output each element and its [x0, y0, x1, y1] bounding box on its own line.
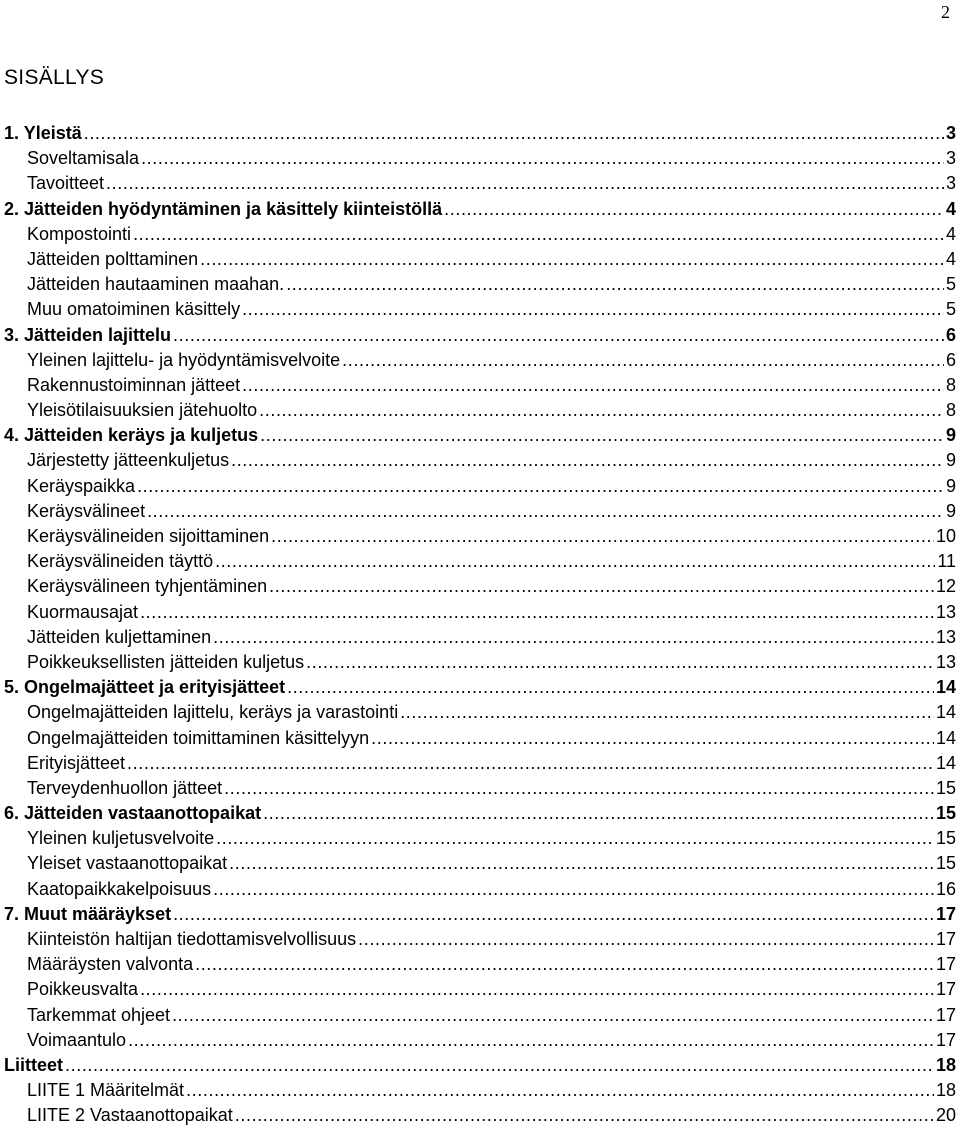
toc-entry-title: 2. Jätteiden hyödyntäminen ja käsittely kiinteistöllä — [4, 198, 443, 219]
toc-entry-page-number: 13 — [935, 601, 956, 622]
toc-entry-page-number: 3 — [945, 148, 956, 169]
toc-entry-title: Jätteiden kuljettaminen — [27, 626, 212, 647]
dot-leader — [235, 1103, 934, 1128]
dot-leader — [147, 499, 944, 524]
toc-entry-page-number: 9 — [945, 475, 956, 496]
toc-entry-title: 7. Muut määräykset — [4, 903, 172, 924]
toc-section-link[interactable] — [0, 751, 960, 776]
toc-entry-page-number: 6 — [945, 349, 956, 370]
toc-entry-title: 5. Ongelmajätteet ja erityisjätteet — [4, 677, 286, 698]
toc-entry-title: 4. Jätteiden keräys ja kuljetus — [4, 425, 259, 446]
toc-entry-page-number: 9 — [945, 450, 956, 471]
dot-leader — [127, 751, 934, 776]
dot-leader — [260, 423, 944, 448]
toc-heading: SISÄLLYS — [4, 66, 105, 89]
toc-entry-page-number: 18 — [935, 1054, 956, 1075]
dot-leader — [342, 348, 944, 373]
toc-entry-title: Keräyspaikka — [27, 475, 136, 496]
toc-entry-page-number: 5 — [945, 299, 956, 320]
toc-section-link[interactable] — [0, 474, 960, 499]
toc-section-link[interactable] — [0, 549, 960, 574]
dot-leader — [173, 323, 944, 348]
dot-leader — [229, 851, 934, 876]
toc-entry-title: 3. Jätteiden lajittelu — [4, 324, 172, 345]
toc-chapter-link[interactable] — [0, 323, 960, 348]
toc-entry-page-number: 12 — [935, 576, 956, 597]
toc-section-link[interactable] — [0, 247, 960, 272]
toc-entry-title: Poikkeuksellisten jätteiden kuljetus — [27, 651, 305, 672]
toc-chapter-link[interactable] — [0, 902, 960, 927]
toc-entry-title: Järjestetty jätteenkuljetus — [27, 450, 230, 471]
dot-leader — [141, 146, 944, 171]
dot-leader — [286, 272, 944, 297]
toc-section-link[interactable] — [0, 348, 960, 373]
toc-chapter-link[interactable] — [0, 423, 960, 448]
toc-entry-page-number: 13 — [935, 626, 956, 647]
toc-section-link[interactable] — [0, 171, 960, 196]
toc-entry-title: Yleinen kuljetusvelvoite — [27, 828, 215, 849]
toc-entry-page-number: 15 — [935, 777, 956, 798]
dot-leader — [263, 801, 934, 826]
toc-entry-title: Jätteiden hautaaminen maahan. — [27, 274, 285, 295]
dot-leader — [400, 700, 934, 725]
toc-section-link[interactable] — [0, 1003, 960, 1028]
toc-section-link[interactable] — [0, 826, 960, 851]
toc-chapter-link[interactable] — [0, 801, 960, 826]
toc-entry-page-number: 4 — [945, 223, 956, 244]
dot-leader — [215, 549, 935, 574]
toc-entry-title: Yleiset vastaanottopaikat — [27, 853, 228, 874]
toc-entry-page-number: 17 — [935, 1004, 956, 1025]
dot-leader — [231, 448, 944, 473]
dot-leader — [195, 952, 934, 977]
toc-entry-page-number: 11 — [937, 551, 956, 572]
toc-section-link[interactable] — [0, 1028, 960, 1053]
toc-entry-title: 6. Jätteiden vastaanottopaikat — [4, 803, 262, 824]
toc-section-link[interactable] — [0, 927, 960, 952]
toc-entry-title: Määräysten valvonta — [27, 954, 194, 975]
toc-entry-page-number: 4 — [945, 198, 956, 219]
dot-leader — [216, 826, 934, 851]
dot-leader — [137, 474, 944, 499]
dot-leader — [84, 121, 944, 146]
toc-entry-page-number: 17 — [935, 929, 956, 949]
toc-section-link[interactable] — [0, 851, 960, 876]
toc-section-link[interactable] — [0, 776, 960, 801]
toc-entry-title: Yleisötilaisuuksien jätehuolto — [27, 400, 258, 421]
toc-entry-page-number: 9 — [945, 500, 956, 521]
toc-entry-title: Keräysvälineiden sijoittaminen — [27, 526, 270, 546]
toc-entry-title: Muu omatoiminen käsittely — [27, 299, 241, 320]
dot-leader — [128, 1028, 934, 1053]
toc-entry-page-number: 15 — [935, 803, 956, 824]
toc-entry-page-number: 18 — [935, 1080, 956, 1101]
toc-entry-page-number: 13 — [935, 651, 956, 672]
toc-entry-page-number: 17 — [935, 979, 956, 1000]
dot-leader — [242, 297, 944, 322]
toc-entry-title: Soveltamisala — [27, 148, 140, 169]
toc-section-link[interactable] — [0, 272, 960, 297]
dot-leader — [224, 776, 934, 801]
dot-leader — [172, 1003, 934, 1028]
toc-entry-title: Tavoitteet — [27, 173, 105, 194]
toc-section-link[interactable] — [0, 1103, 960, 1128]
toc-entry-title: Kiinteistön haltijan tiedottamisvelvollisuus — [27, 929, 357, 949]
toc-entry-page-number: 3 — [945, 173, 956, 194]
toc-entry-title: Kuormausajat — [27, 601, 139, 622]
toc-section-link[interactable] — [0, 650, 960, 675]
dot-leader — [133, 222, 944, 247]
dot-leader — [213, 877, 934, 902]
toc-chapter-link[interactable] — [0, 197, 960, 222]
toc-section-link[interactable] — [0, 600, 960, 625]
toc-entry-title: 1. Yleistä — [4, 123, 82, 143]
toc-entry-page-number: 17 — [935, 954, 956, 975]
toc-entry-page-number: 14 — [935, 677, 956, 698]
toc-entry-page-number: 8 — [945, 374, 956, 395]
toc-entry-title: Ongelmajätteiden lajittelu, keräys ja varastointi — [27, 702, 399, 723]
toc-entry-page-number: 20 — [935, 1105, 956, 1126]
toc-section-link[interactable] — [0, 726, 960, 751]
toc-section-link[interactable] — [0, 398, 960, 423]
toc-chapter-link[interactable] — [0, 675, 960, 700]
dot-leader — [358, 927, 934, 952]
toc-entry-page-number: 14 — [935, 727, 956, 748]
toc-entry-page-number: 16 — [935, 878, 956, 899]
toc-entry-page-number: 15 — [935, 828, 956, 849]
table-of-contents — [0, 121, 960, 1129]
toc-entry-page-number: 9 — [945, 425, 956, 446]
dot-leader — [242, 373, 944, 398]
toc-chapter-link[interactable] — [0, 1053, 960, 1078]
toc-entry-title: Poikkeusvalta — [27, 979, 139, 1000]
toc-section-link[interactable] — [0, 625, 960, 650]
toc-section-link[interactable] — [0, 146, 960, 171]
toc-section-link[interactable] — [0, 373, 960, 398]
toc-entry-title: Kompostointi — [27, 223, 132, 244]
dot-leader — [444, 197, 944, 222]
toc-section-link[interactable] — [0, 222, 960, 247]
toc-entry-page-number: 14 — [935, 752, 956, 773]
toc-section-link[interactable] — [0, 1078, 960, 1103]
toc-entry-page-number: 10 — [935, 526, 956, 546]
toc-entry-title: Liitteet — [4, 1054, 64, 1075]
toc-chapter-link[interactable] — [0, 121, 960, 146]
toc-entry-title: LIITE 1 Määritelmät — [27, 1080, 185, 1101]
toc-entry-page-number: 3 — [945, 123, 956, 143]
toc-section-link[interactable] — [0, 952, 960, 977]
page-number: 2 — [941, 2, 950, 22]
toc-entry-title: Erityisjätteet — [27, 752, 126, 773]
toc-section-link[interactable] — [0, 524, 960, 549]
toc-entry-page-number: 17 — [935, 1029, 956, 1050]
toc-entry-page-number: 17 — [935, 903, 956, 924]
toc-entry-page-number: 4 — [945, 248, 956, 269]
toc-entry-page-number: 8 — [945, 400, 956, 421]
dot-leader — [186, 1078, 934, 1103]
dot-leader — [371, 726, 934, 751]
toc-section-link[interactable] — [0, 977, 960, 1002]
dot-leader — [173, 902, 934, 927]
dot-leader — [306, 650, 934, 675]
toc-entry-title: Kaatopaikkakelpoisuus — [27, 878, 212, 899]
toc-entry-page-number: 6 — [945, 324, 956, 345]
toc-entry-page-number: 14 — [935, 702, 956, 723]
dot-leader — [287, 675, 934, 700]
dot-leader — [106, 171, 944, 196]
toc-section-link[interactable] — [0, 877, 960, 902]
toc-entry-title: Terveydenhuollon jätteet — [27, 777, 223, 798]
toc-entry-title: Yleinen lajittelu- ja hyödyntämisvelvoite — [27, 349, 341, 370]
toc-section-link[interactable] — [0, 448, 960, 473]
toc-section-link[interactable] — [0, 700, 960, 725]
dot-leader — [140, 977, 934, 1002]
toc-entry-title: Rakennustoiminnan jätteet — [27, 374, 241, 395]
dot-leader — [259, 398, 944, 423]
dot-leader — [269, 574, 934, 599]
toc-section-link[interactable] — [0, 297, 960, 322]
dot-leader — [65, 1053, 934, 1078]
dot-leader — [213, 625, 934, 650]
toc-entry-title: Keräysvälineiden täyttö — [27, 551, 214, 572]
dot-leader — [271, 524, 934, 549]
toc-entry-title: Tarkemmat ohjeet — [27, 1004, 171, 1025]
toc-entry-title: LIITE 2 Vastaanottopaikat — [27, 1105, 233, 1126]
toc-section-link[interactable] — [0, 499, 960, 524]
toc-entry-title: Jätteiden polttaminen — [27, 248, 199, 269]
dot-leader — [140, 600, 934, 625]
toc-entry-title: Keräysvälineen tyhjentäminen — [27, 576, 268, 597]
toc-entry-title: Ongelmajätteiden toimittaminen käsittelyyn — [27, 727, 370, 748]
toc-entry-title: Voimaantulo — [27, 1029, 127, 1050]
toc-section-link[interactable] — [0, 574, 960, 599]
toc-entry-title: Keräysvälineet — [27, 500, 146, 521]
toc-entry-page-number: 5 — [945, 274, 956, 295]
toc-entry-page-number: 15 — [935, 853, 956, 874]
dot-leader — [200, 247, 944, 272]
